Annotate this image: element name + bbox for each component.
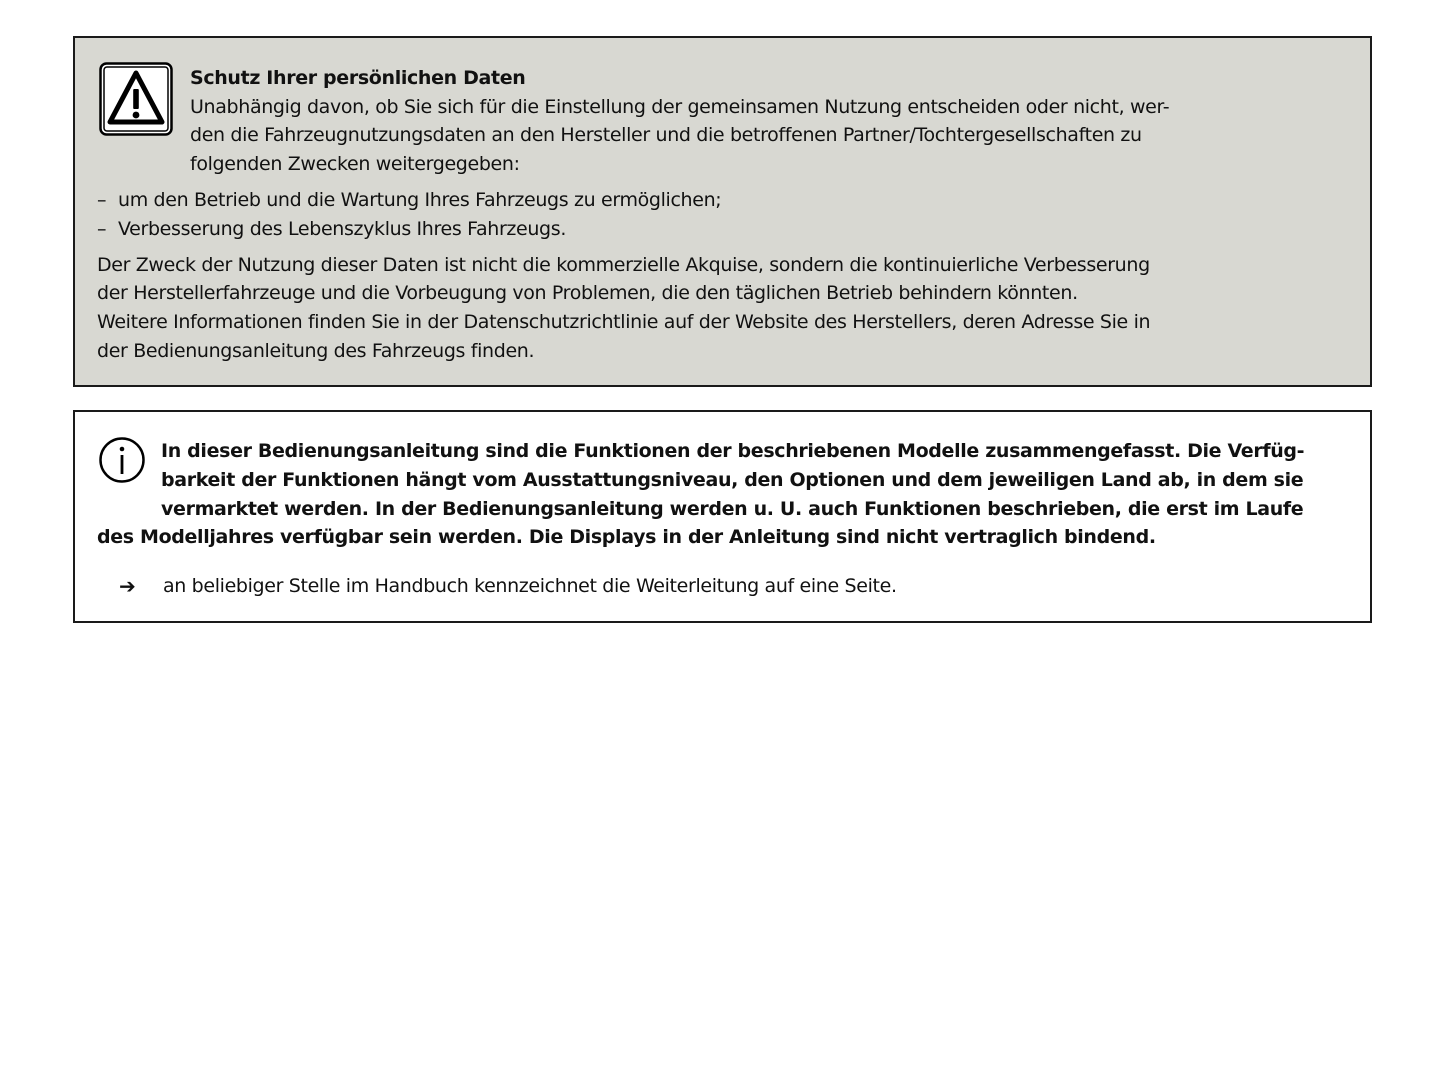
warning-triangle-icon xyxy=(99,62,173,136)
privacy-closing-line: Der Zweck der Nutzung dieser Daten ist nicht die kommerzielle Akquise, sondern die kontinuierliche Verbesserung xyxy=(97,254,1150,276)
privacy-bullet-item: Verbesserung des Lebenszyklus Ihres Fahrzeugs. xyxy=(118,218,567,240)
privacy-title: Schutz Ihrer persönlichen Daten xyxy=(190,67,526,89)
info-text-line: barkeit der Funktionen hängt vom Ausstattungsniveau, den Optionen und dem jeweiligen Land ab, in dem sie xyxy=(161,469,1304,491)
privacy-intro-line: folgenden Zwecken weitergegeben: xyxy=(190,153,520,175)
privacy-closing-line: der Herstellerfahrzeuge und die Vorbeugung von Problemen, die den täglichen Betrieb behindern könnten. xyxy=(97,282,1078,304)
bullet-marker: – xyxy=(97,189,107,211)
info-text-line: In dieser Bedienungsanleitung sind die Funktionen der beschriebenen Modelle zusammengefasst. Die Verfüg- xyxy=(161,440,1305,462)
info-icon xyxy=(98,436,146,484)
info-text-line: vermarktet werden. In der Bedienungsanleitung werden u. U. auch Funktionen beschrieben, die erst im Laufe xyxy=(161,498,1304,520)
arrow-explanation: an beliebiger Stelle im Handbuch kennzeichnet die Weiterleitung auf eine Seite. xyxy=(163,575,897,597)
privacy-closing-line: der Bedienungsanleitung des Fahrzeugs finden. xyxy=(97,340,535,362)
arrow-right-icon: ➔ xyxy=(119,574,136,598)
manual-info-box xyxy=(73,410,1372,623)
privacy-intro-line: Unabhängig davon, ob Sie sich für die Einstellung der gemeinsamen Nutzung entscheiden oder nicht, wer- xyxy=(190,96,1170,118)
info-text-line: des Modelljahres verfügbar sein werden. Die Displays in der Anleitung sind nicht vertraglich bindend. xyxy=(97,526,1156,548)
privacy-warning-box xyxy=(73,36,1372,387)
privacy-bullet-item: um den Betrieb und die Wartung Ihres Fahrzeugs zu ermöglichen; xyxy=(118,189,722,211)
privacy-closing-line: Weitere Informationen finden Sie in der Datenschutzrichtlinie auf der Website des Herstellers, deren Adresse Sie in xyxy=(97,311,1151,333)
privacy-intro-line: den die Fahrzeugnutzungsdaten an den Hersteller und die betroffenen Partner/Tochtergesellschaften zu xyxy=(190,124,1142,146)
bullet-marker: – xyxy=(97,218,107,240)
